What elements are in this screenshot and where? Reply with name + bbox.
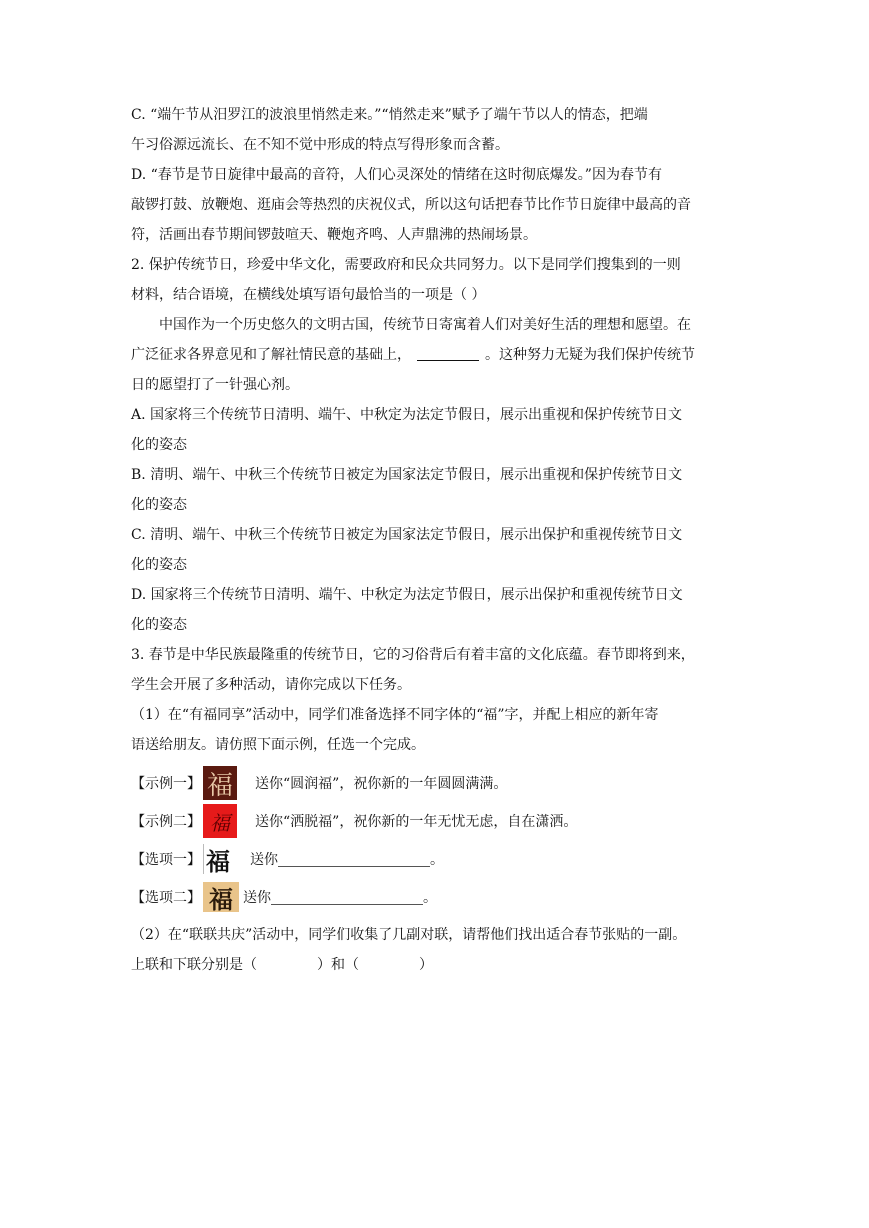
material-text: 广泛征求各界意见和了解社情民意的基础上， [131,347,411,363]
text-line: C. “端午节从汨罗江的波浪里悄然走来。”“悄然走来”赋予了端午节以人的情态，把端 [131,107,648,123]
subtask-2-text: ） [419,957,433,973]
option-2-text: 送你 [243,890,271,906]
text-line: 符，活画出春节期间锣鼓喧天、鞭炮齐鸣、人声鼎沸的热闹场景。 [131,227,537,243]
option-2-tag: 【选项二】 [131,890,201,906]
example-2-tag: 【示例二】 [131,814,201,830]
material-line [131,340,739,370]
subtask-2-text: ）和（ [317,957,359,973]
example-2-text: 送你“洒脱福”，祝你新的一年无忧无虑，自在潇洒。 [255,814,578,830]
material-text: 。这种努力无疑为我们保护传统节 [485,347,695,363]
subtask-2-line [131,950,739,980]
option-c-line: C. 清明、端午、中秋三个传统节日被定为国家法定节假日，展示出保护和重视传统节日文 [131,527,683,543]
fu-bold-icon: 福 [203,844,232,874]
question-2-line: 材料，结合语境，在横线处填写语句最恰当的一项是（ ） [131,287,486,303]
option-1-tag: 【选项一】 [131,852,201,868]
example-2-row [131,806,739,836]
option-b-line: 化的姿态 [131,497,187,513]
end-mark: 。 [423,890,437,906]
example-1-row [131,768,739,801]
option-2-row [131,882,739,912]
material-line: 日的愿望打了一针强心剂。 [131,377,299,393]
subtask-2-line: （2）在“联联共庆”活动中，同学们收集了几副对联，请帮他们找出适合春节张贴的一副。 [131,927,687,943]
fill-blank[interactable] [417,346,479,361]
option-b-line: B. 清明、端午、中秋三个传统节日被定为国家法定节假日，展示出重视和保护传统节日文 [131,467,683,483]
option-d-line: D. 国家将三个传统节日清明、端午、中秋定为法定节假日，展示出保护和重视传统节日文 [131,587,683,603]
material-line: 中国作为一个历史悠久的文明古国，传统节日寄寓着人们对美好生活的理想和愿望。在 [159,317,691,333]
option-2-answer-line[interactable] [271,890,423,905]
fu-gold-icon: 福 [203,882,239,912]
text-line: 午习俗源远流长、在不知不觉中形成的特点写得形象而含蓄。 [131,137,509,153]
option-c-line: 化的姿态 [131,557,187,573]
example-1-tag: 【示例一】 [131,776,201,792]
question-3-line: 学生会开展了多种活动，请你完成以下任务。 [131,677,411,693]
example-1-text: 送你“圆润福”，祝你新的一年圆圆满满。 [255,776,508,792]
question-3-line: 3. 春节是中华民族最隆重的传统节日，它的习俗背后有着丰富的文化底蕴。春节即将到来， [131,647,695,663]
option-a-line: A. 国家将三个传统节日清明、端午、中秋定为法定节假日，展示出重视和保护传统节日文 [131,407,683,423]
option-1-row [131,844,739,874]
document-page [131,100,739,980]
option-a-line: 化的姿态 [131,437,187,453]
option-1-answer-line[interactable] [278,852,430,867]
text-line: 敲锣打鼓、放鞭炮、逛庙会等热烈的庆祝仪式，所以这句话把春节比作节日旋律中最高的音 [131,197,691,213]
text-line: D. “春节是节日旋律中最高的音符，人们心灵深处的情绪在这时彻底爆发。”因为春节有 [131,167,662,183]
fu-cursive-icon: 福 [203,804,237,838]
subtask-1-line: 语送给朋友。请仿照下面示例，任选一个完成。 [131,737,425,753]
question-2-line: 2. 保护传统节日，珍爱中华文化，需要政府和民众共同努力。以下是同学们搜集到的一则 [131,257,681,273]
option-d-line: 化的姿态 [131,617,187,633]
fu-seal-icon: 福 [203,766,237,800]
end-mark: 。 [430,852,444,868]
subtask-1-line: （1）在“有福同享”活动中，同学们准备选择不同字体的“福”字，并配上相应的新年寄 [131,707,659,723]
option-1-text: 送你 [250,852,278,868]
subtask-2-text: 上联和下联分别是（ [131,957,257,973]
